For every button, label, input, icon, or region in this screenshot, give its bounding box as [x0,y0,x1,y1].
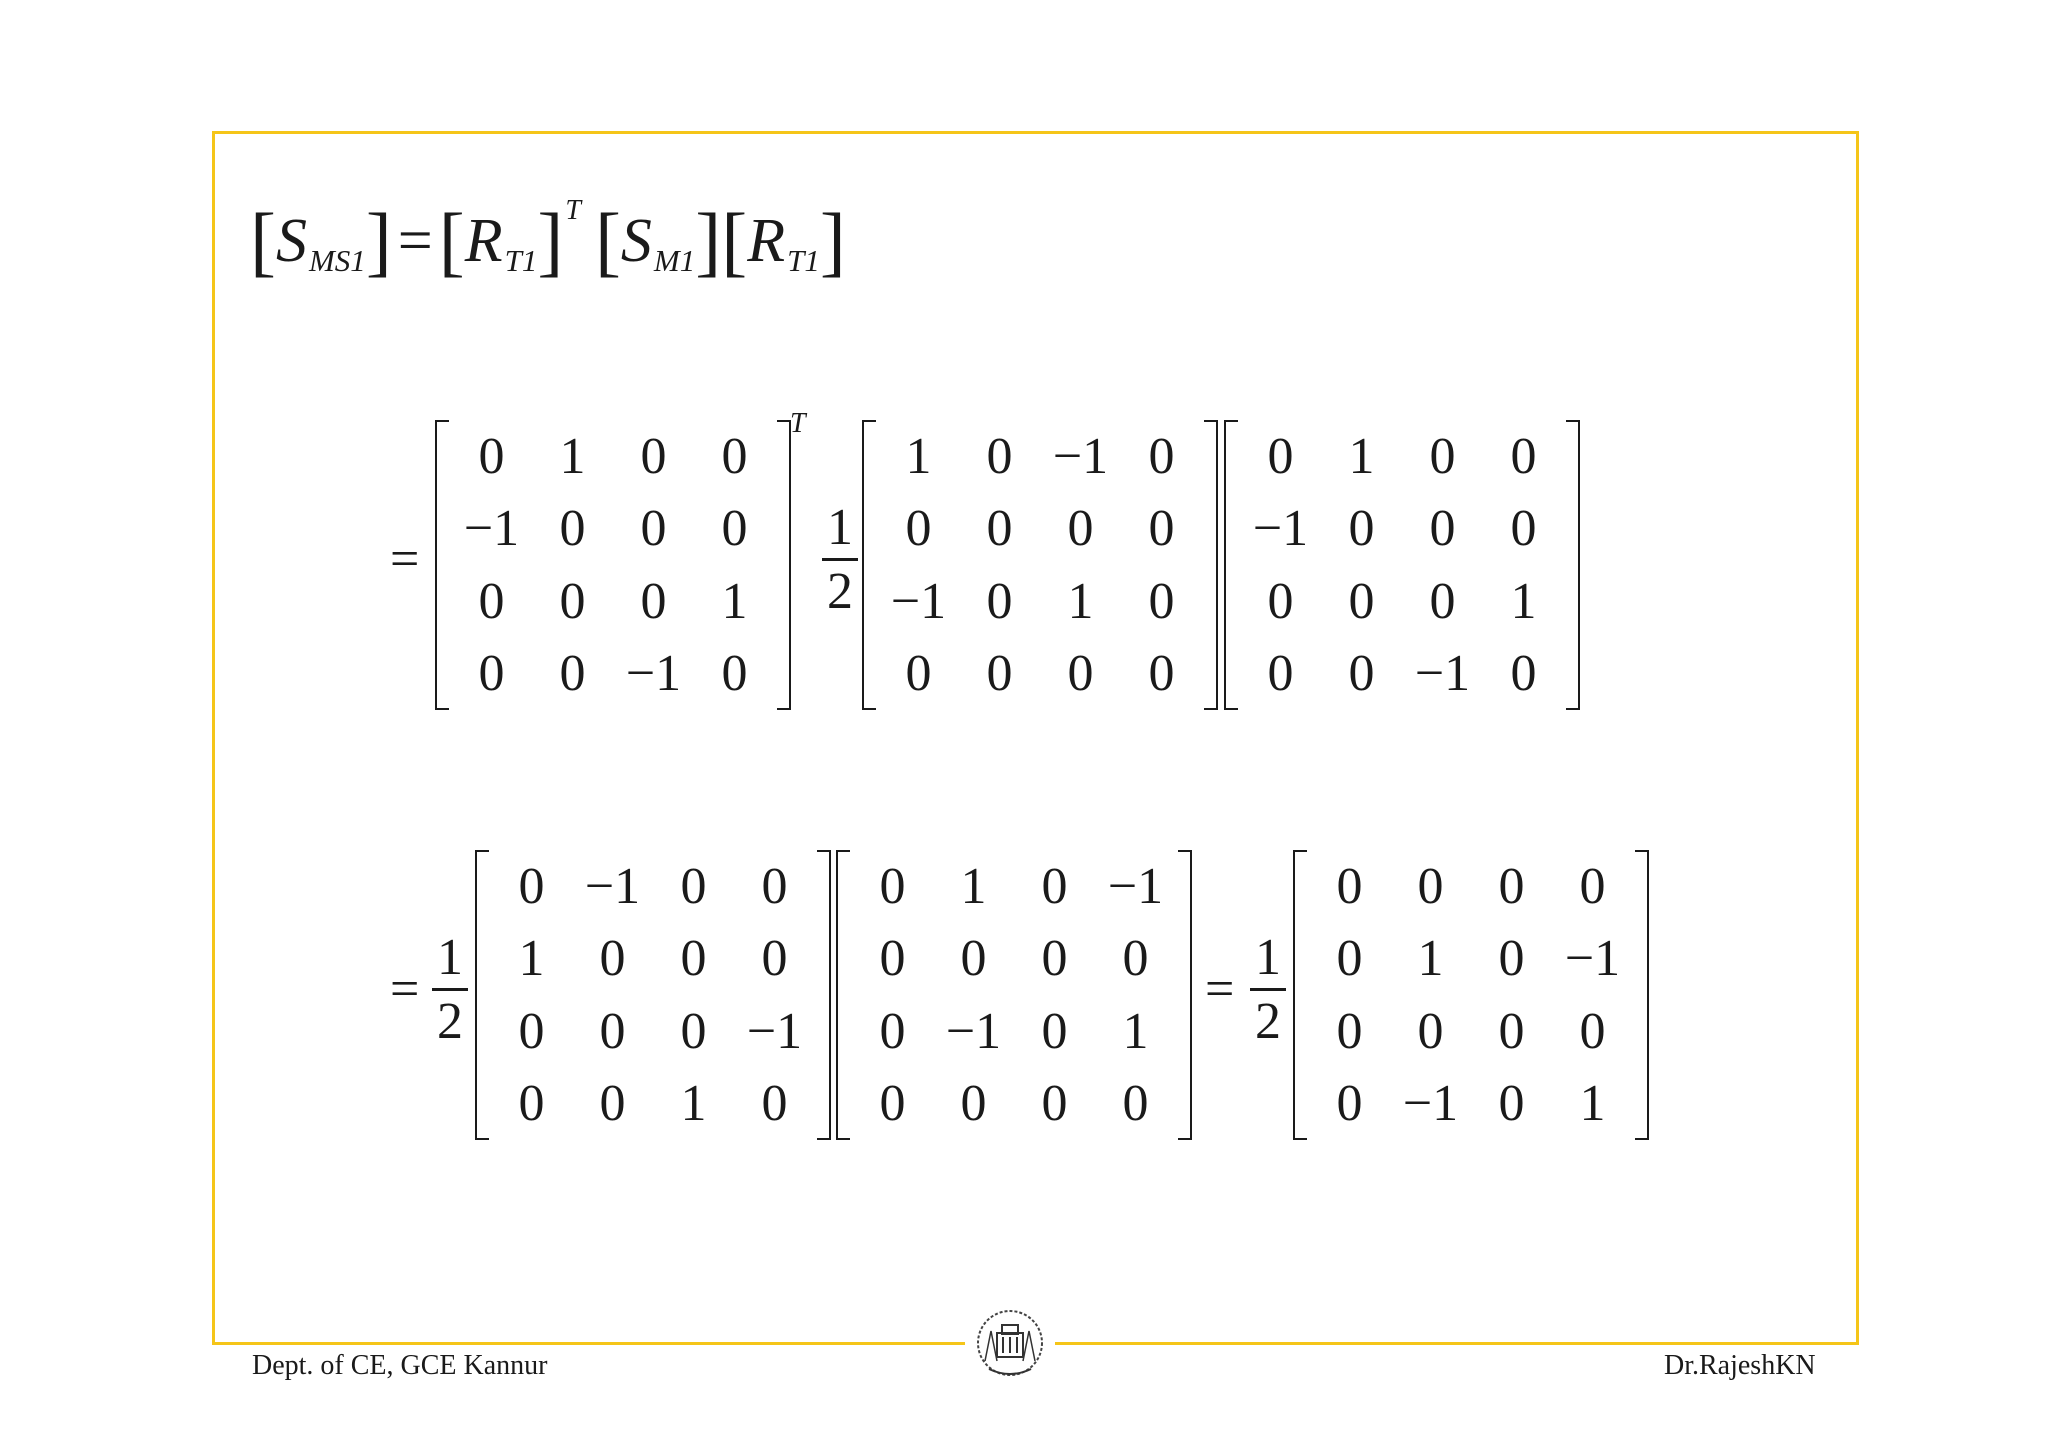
matrix-cell: 0 [761,1075,788,1133]
matrix-cell: 0 [986,645,1013,703]
matrix-cell: −1 [1414,645,1471,703]
matrix-grid [1309,850,1633,1140]
matrix-cell: 0 [1122,1075,1149,1133]
matrix-cell: 0 [640,427,667,485]
line3-fraction [432,928,468,1058]
matrix-cell: 0 [960,930,987,988]
matrix-cell: 0 [1041,930,1068,988]
matrix-cell: 0 [1041,1075,1068,1133]
matrix-cell: −1 [945,1002,1002,1060]
matrix-cell: 0 [721,500,748,558]
matrix-cell: 0 [960,1075,987,1133]
matrix-cell: 0 [1148,645,1175,703]
matrix-cell: 1 [1579,1075,1606,1133]
matrix-right-bracket [1204,420,1218,710]
matrix-cell: 1 [680,1075,707,1133]
matrix-cell: 0 [478,645,505,703]
footer-author: Dr.RajeshKN [1664,1350,1816,1381]
line2-matrix-sm1 [862,420,1218,710]
matrix-cell: 0 [1267,427,1294,485]
fraction-numerator: 1 [827,499,853,556]
matrix-cell: 0 [761,930,788,988]
matrix-cell: 0 [721,427,748,485]
matrix-grid [491,850,815,1140]
matrix-cell: 0 [599,930,626,988]
matrix-right-bracket [1178,850,1192,1140]
matrix-cell: 1 [1067,572,1094,630]
lhs-symbol: S [275,206,307,275]
matrix-left-bracket [475,850,489,1140]
matrix-cell: 0 [518,1075,545,1133]
matrix-cell: 0 [478,572,505,630]
matrix-cell: −1 [1252,500,1309,558]
rt1-symbol-2: R [747,206,786,275]
sm1-symbol: S [620,206,652,275]
matrix-cell: 1 [559,427,586,485]
matrix-cell: 0 [1510,645,1537,703]
line3-equals: = [390,961,420,1018]
rt1-symbol: R [464,206,503,275]
matrix-cell: 0 [1148,500,1175,558]
fraction-bar [822,558,858,561]
matrix-cell: 0 [1336,930,1363,988]
matrix-cell: 0 [879,857,906,915]
matrix-right-bracket [1566,420,1580,710]
line2-matrix-rt1-b [1224,420,1580,710]
matrix-cell: −1 [584,857,641,915]
matrix-right-bracket [817,850,831,1140]
matrix-cell: 0 [905,645,932,703]
matrix-cell: 1 [905,427,932,485]
matrix-cell: 0 [478,427,505,485]
matrix-cell: 1 [1417,930,1444,988]
matrix-cell: 0 [1417,1002,1444,1060]
matrix-cell: 0 [986,572,1013,630]
matrix-left-bracket [1224,420,1238,710]
equals-sign: = [397,206,433,275]
matrix-cell: 0 [518,1002,545,1060]
fraction-bar [432,988,468,991]
matrix-left-bracket [435,420,449,710]
matrix-cell: 0 [559,645,586,703]
matrix-cell: 0 [1417,857,1444,915]
rt1-subscript-2: T1 [787,243,820,278]
matrix-grid [451,420,775,710]
matrix-cell: −1 [1402,1075,1459,1133]
matrix-cell: 0 [640,500,667,558]
matrix-grid [878,420,1202,710]
matrix-right-bracket [777,420,791,710]
rt1-subscript: T1 [504,243,538,278]
matrix-cell: −1 [625,645,682,703]
lhs-subscript: MS1 [308,243,366,278]
matrix-cell: 0 [986,427,1013,485]
matrix-cell: 0 [1510,427,1537,485]
matrix-cell: 0 [559,572,586,630]
matrix-cell: 0 [559,500,586,558]
line2-fraction [822,498,858,628]
matrix-cell: −1 [1107,857,1164,915]
line3-matrix-b [836,850,1192,1140]
matrix-left-bracket [836,850,850,1140]
matrix-cell: 0 [1267,645,1294,703]
matrix-cell: 0 [1510,500,1537,558]
matrix-cell: 0 [879,1002,906,1060]
matrix-cell: −1 [890,572,947,630]
matrix-cell: 0 [680,1002,707,1060]
fraction-numerator: 1 [437,929,463,986]
matrix-grid [1240,420,1564,710]
matrix-grid [852,850,1176,1140]
matrix-cell: 0 [1041,1002,1068,1060]
fraction-denominator: 2 [1255,993,1281,1050]
matrix-cell: 1 [518,930,545,988]
line3-matrix-a [475,850,831,1140]
sm1-subscript: M1 [653,243,696,278]
matrix-cell: 0 [1429,500,1456,558]
matrix-cell: −1 [463,500,520,558]
matrix-cell: 0 [1067,645,1094,703]
matrix-cell: 1 [721,572,748,630]
matrix-cell: 0 [1498,857,1525,915]
matrix-cell: 0 [905,500,932,558]
matrix-cell: 1 [1122,1002,1149,1060]
matrix-cell: 0 [1498,1002,1525,1060]
matrix-cell: 0 [518,857,545,915]
matrix-cell: 0 [761,857,788,915]
line3-equals-2: = [1205,961,1235,1018]
matrix-cell: 1 [960,857,987,915]
matrix-cell: −1 [1564,930,1621,988]
matrix-cell: 0 [1348,500,1375,558]
college-emblem-graphic [973,1305,1047,1385]
matrix-cell: 1 [1510,572,1537,630]
fraction-denominator: 2 [827,563,853,620]
matrix-cell: 0 [1348,572,1375,630]
matrix-cell: 0 [1336,857,1363,915]
matrix-cell: 0 [879,930,906,988]
matrix-cell: 0 [1267,572,1294,630]
matrix-cell: 0 [680,930,707,988]
matrix-cell: 0 [599,1002,626,1060]
college-emblem-icon [965,1300,1055,1390]
matrix-cell: 0 [1148,427,1175,485]
matrix-cell: 1 [1348,427,1375,485]
line2-matrix-rt1 [435,420,791,710]
matrix-cell: 0 [1429,427,1456,485]
line2-equals: = [390,531,420,588]
matrix-cell: 0 [1579,1002,1606,1060]
equation-title: [ S MS1 ] = [ R T1 ] T [ S M1 ] [ R T1 ] [250,195,846,284]
matrix-left-bracket [862,420,876,710]
matrix-cell: 0 [1429,572,1456,630]
transpose-mark: T [565,195,581,226]
line3-fraction-2 [1250,928,1286,1058]
matrix-cell: 0 [1067,500,1094,558]
matrix-cell: 0 [1041,857,1068,915]
matrix-cell: 0 [879,1075,906,1133]
footer-department: Dept. of CE, GCE Kannur [252,1350,548,1381]
matrix-cell: 0 [599,1075,626,1133]
matrix-cell: 0 [1579,857,1606,915]
fraction-numerator: 1 [1255,929,1281,986]
slide-frame [212,131,1859,1345]
matrix-cell: −1 [1052,427,1109,485]
fraction-denominator: 2 [437,993,463,1050]
matrix-cell: 0 [1348,645,1375,703]
line2-transpose-mark: T [790,408,806,439]
matrix-cell: 0 [1148,572,1175,630]
matrix-cell: 0 [1498,1075,1525,1133]
fraction-bar [1250,988,1286,991]
matrix-cell: 0 [1122,930,1149,988]
matrix-cell: 0 [1336,1002,1363,1060]
matrix-right-bracket [1635,850,1649,1140]
matrix-cell: 0 [1498,930,1525,988]
line3-result-matrix [1293,850,1649,1140]
matrix-cell: 0 [680,857,707,915]
matrix-left-bracket [1293,850,1307,1140]
matrix-cell: −1 [746,1002,803,1060]
matrix-cell: 0 [1336,1075,1363,1133]
matrix-cell: 0 [721,645,748,703]
matrix-cell: 0 [640,572,667,630]
matrix-cell: 0 [986,500,1013,558]
